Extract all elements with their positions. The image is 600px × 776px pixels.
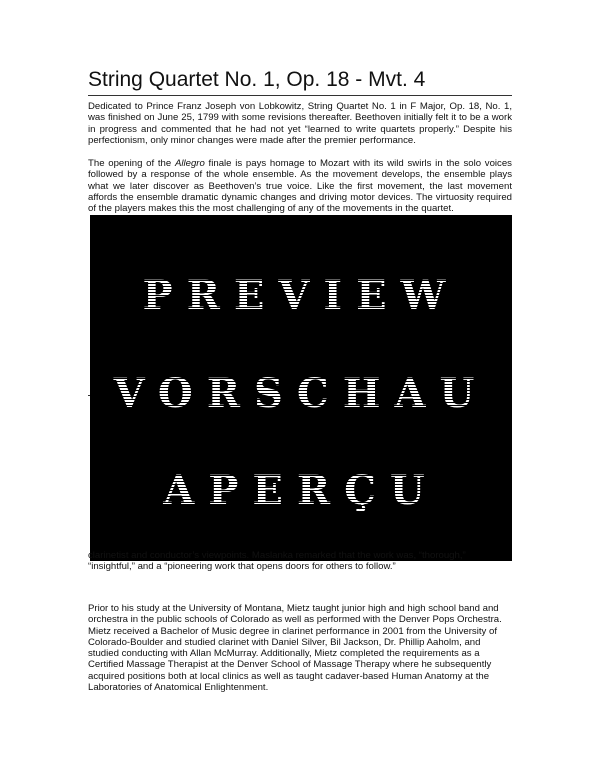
watermark-apercu-text: APERÇU	[90, 467, 512, 514]
biography-paragraph: Prior to his study at the University of Montana, Mietz taught junior high and high school band and orchestra in the public schools of Colorado as well as performed with the Denver Pops Orchestra. Mietz received a Bachelor of Music degree in clarinet performance in 2001 from the University of Colorado-Boulder and studied clarinet with Daniel Silver, Bil Jackson, Dr. Phillip Aaholm, and studied conducting with Allan McMurray. Additionally, Mietz completed the requirements as a Certified Massage Therapist at the Denver School of Massage Therapy where he subsequently acquired positions both at local clinics as well as taught cadaver-based Human Anatomy at the Laboratories of Anatomical Enlightenment.	[88, 603, 502, 694]
preview-watermark	[90, 215, 512, 561]
intro-paragraph: Dedicated to Prince Franz Joseph von Lobkowitz, String Quartet No. 1 in F Major, Op. 18, No. 1, was finished on June 25, 1799 with some revisions thereafter. Beethoven initially felt it to be a work in progress and commented that he had not yet “learned to write quartets properly.” Despite his perfectionism, only minor changes were made after the premier performance.	[88, 101, 512, 146]
maslanka-paragraph: clarinetist and conductor’s viewpoints. Maslanka remarked that the work was, “thorough,” “insightful,” and a “pioneering work that opens doors for others to follow.”	[88, 550, 466, 573]
allegro-text-end: finale is pays homage to Mozart with its wild swirls in the solo voices followed by a response of the whole ensemble. As the movement develops, the ensemble plays what we later discover as Beethoven’s true voice. Like the first movement, the last movement affords the ensemble dramatic dynamic changes and driving motor devices. The virtuosity required of the players makes this the most challenging of any of the movements in the quartet.	[88, 158, 512, 215]
allegro-text-start: The opening of the	[88, 158, 175, 169]
allegro-paragraph	[88, 158, 512, 214]
allegro-italic: Allegro	[174, 158, 205, 169]
watermark-vorschau-text: VORSCHAU	[90, 370, 512, 417]
watermark-preview-text: PREVIEW	[90, 272, 512, 319]
page-title: String Quartet No. 1, Op. 18 - Mvt. 4	[88, 66, 512, 96]
